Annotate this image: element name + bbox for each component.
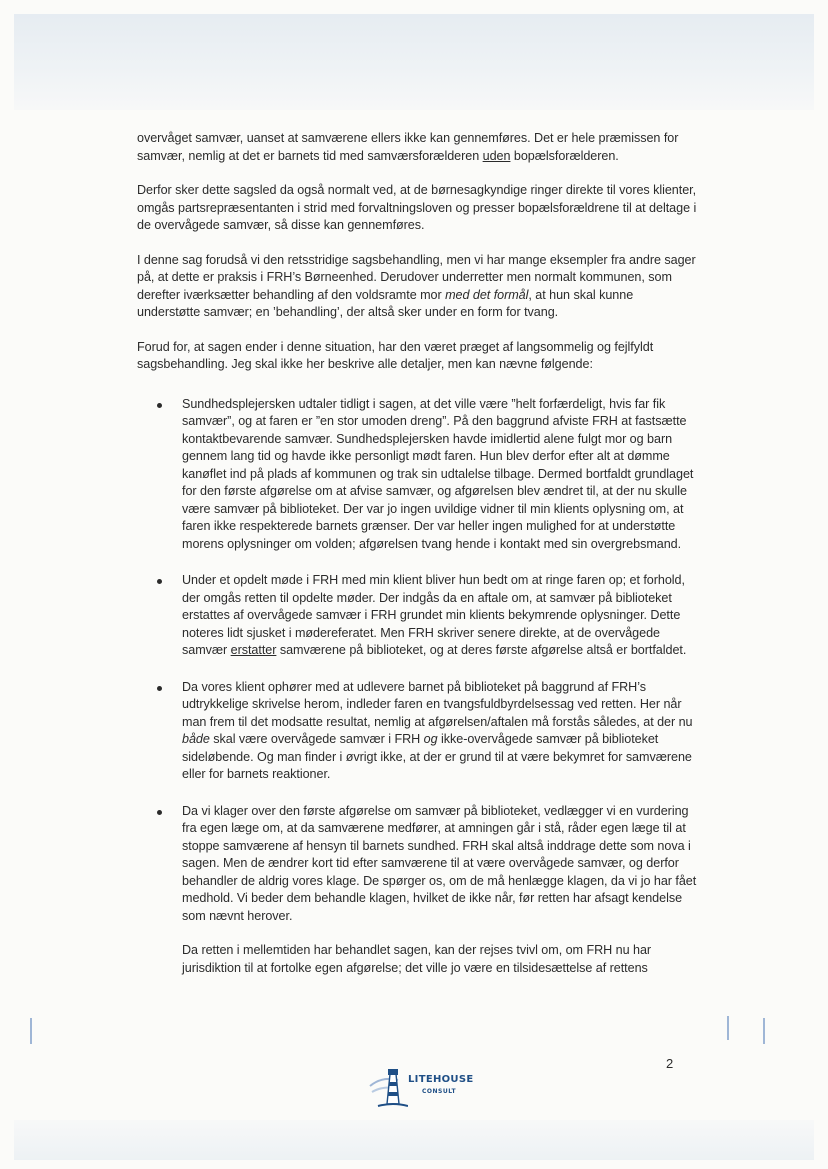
italic-word: både <box>182 732 210 746</box>
bullet-icon <box>157 403 162 408</box>
paragraph-3 <box>137 252 697 322</box>
bullet-item-2 <box>137 572 697 660</box>
bullet-2-start: Under et opdelt møde i FRH med min klient bliver hun bedt om at ringe faren op; et forhold, der omgås retten til opdelte møder. Der indgås da en aftale om, at samvær på biblioteket erstattes af overvågede samvær i FRH grundet min klients bekymrende oplysninger. Dette noteres lidt sjusket i mødereferatet. Men FRH skriver senere direkte, at de overvågede samvær <box>182 573 685 657</box>
scan-header-band <box>14 14 814 110</box>
bullet-2-end: samværene på biblioteket, og at deres første afgørelse altså er bortfaldet. <box>276 643 687 657</box>
bullet-1-text: Sundhedsplejersken udtaler tidligt i sagen, at det ville være ”helt forfærdeligt, hvis far fik samvær”, og at faren er ”en stor umoden dreng”. På den baggrund afviste FRH at fastsætte kontaktbevarende samvær. Sundhedsplejersken havde imidlertid alene fulgt mor og barn gennem lang tid og havde ikke personligt mødt faren. Hun blev derfor efter alt at dømme kanøflet ind på plads af kommunen og trak sin udtalelse tilbage. Dermed bortfaldt grundlaget for den første afgørelse om at afvise samvær, og afgørelsen blev ændret til, at der nu skulle være samvær på biblioteket. Der var jo ingen uvildige vidner til min klients oplysning om, at faren ikke respekterede barnets grænser. Der var heller ingen mulighed for at understøtte morens oplysninger om volden; afgørelsen tvang hende i kontakt med sin overgrebsmand. <box>182 396 694 551</box>
bullet-4-text: Da vi klager over den første afgørelse om samvær på biblioteket, vedlægger vi en vurdering fra egen læge om, at da samværene medfører, at amningen går i stå, råder egen læge til at stoppe samværene af hensyn til barnets sundhed. FRH skal altså inddrage dette som nova i sagen. Men de ændrer kort tid efter samværene til at være overvågede samvær, og derfor behandler de aldrig vores klage. De spørger os, om de må henlægge klagen, da vi jo har fået medhold. Vi beder dem behandle klagen, hvilket de ikke når, før retten har afsagt kendelse som nævnt herover. <box>182 803 697 923</box>
paragraph-3-end: , at hun skal kunne understøtte samvær; en ’behandling’, der altså sker under en form for tvang. <box>137 287 634 319</box>
lighthouse-icon <box>368 1064 408 1112</box>
underlined-word: erstatter <box>230 643 277 657</box>
paragraph-3-text: I denne sag forudså vi den retsstridige sagsbehandling, men vi har mange eksempler fra andre sager på, at dette er praksis i FRH’s Børneenhed. Derudover underretter men normalt kommunen, som derefter iværksætter behandling af den voldsramte mor <box>137 252 696 302</box>
italic-phrase: med det formål <box>445 287 529 302</box>
bullet-icon <box>157 579 162 584</box>
page-number: 2 <box>666 1056 674 1071</box>
logo-text-consult: CONSULT <box>422 1088 457 1095</box>
bullet-item-4 <box>137 803 697 926</box>
scan-mark-right-2 <box>763 1018 765 1044</box>
paragraph-1 <box>137 130 697 165</box>
continuation-paragraph: Da retten i mellemtiden har behandlet sagen, kan der rejses tvivl om, om FRH nu har jurisdiktion til at fortolke egen afgørelse; det ville jo være en tilsidesættelse af rettens <box>182 943 652 975</box>
paragraph-2: Derfor sker dette sagsled da også normalt ved, at de børnesagkyndige ringer direkte til vores klienter, omgås partsrepræsentanten i strid med forvaltningsloven og presser bopælsforældrene til at deltage i de overvågede samvær, så disse kan gennemføres. <box>137 183 697 232</box>
logo-text-litehouse: LITEHOUSE <box>408 1074 474 1085</box>
paragraph-1-end: bopælsforælderen. <box>510 148 619 163</box>
bullet-3-mid: skal være overvågede samvær i FRH <box>209 732 424 746</box>
scan-mark-left <box>30 1018 32 1044</box>
scan-footer-band <box>14 1120 814 1160</box>
paragraph-1-text: overvåget samvær, uanset at samværene ellers ikke kan gennemføres. Det er hele præmissen for samvær, nemlig at det er barnets tid med samværsforælderen <box>137 131 679 163</box>
litehouse-logo <box>368 1064 474 1112</box>
bullet-icon <box>157 810 162 815</box>
bullet-icon <box>157 686 162 691</box>
underlined-word: uden <box>482 148 511 163</box>
bullet-item-1 <box>137 396 697 554</box>
bullet-3-end: ikke-overvågede samvær på biblioteket sideløbende. Og man finder i øvrigt ikke, at der er grund til at være bekymret for samværene eller for barnets reaktioner. <box>182 732 692 781</box>
bullet-2-text <box>182 572 697 660</box>
document-body <box>137 130 697 977</box>
paragraph-4: Forud for, at sagen ender i denne situation, har den været præget af langsommelig og fejlfyldt sagsbehandling. Jeg skal ikke her beskrive alle detaljer, men kan nævne følgende: <box>137 339 654 371</box>
bullet-3-text <box>182 679 697 784</box>
scan-mark-right <box>727 1016 729 1040</box>
bullet-list <box>137 396 697 926</box>
bullet-item-3 <box>137 679 697 784</box>
italic-word: og <box>423 732 438 746</box>
bullet-3-start: Da vores klient ophører med at udlevere barnet på biblioteket på baggrund af FRH’s udtrykkelige skrivelse herom, indleder faren en tvangsfuldbyrdelsessag ved retten. Her når man frem til det modsatte resultat, nemlig at afgørelsen/aftalen må forstås således, at der nu <box>182 679 693 729</box>
